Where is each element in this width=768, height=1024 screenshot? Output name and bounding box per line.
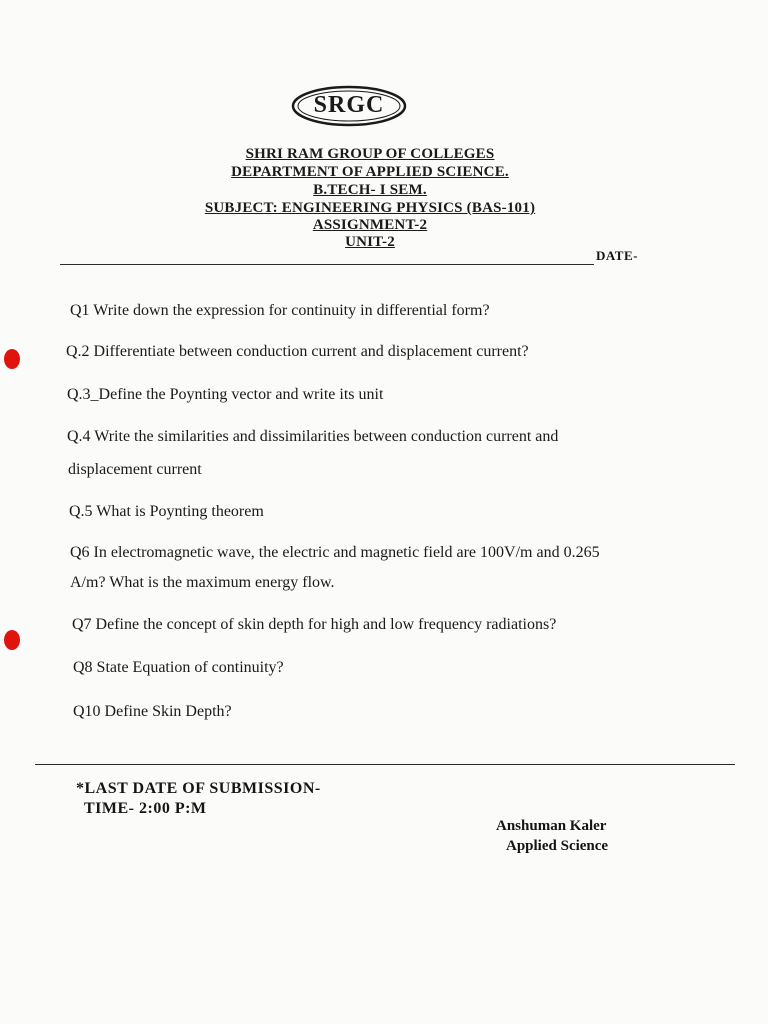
header-divider (60, 264, 594, 265)
question-6-line-1: Q6 In electromagnetic wave, the electric and magnetic field are 100V/m and 0.265 (70, 544, 600, 561)
question-5: Q.5 What is Poynting theorem (69, 503, 264, 520)
department-name: DEPARTMENT OF APPLIED SCIENCE. (231, 164, 509, 180)
question-4-line-1: Q.4 Write the similarities and dissimilarities between conduction current and (67, 428, 559, 445)
last-date-of-submission: *LAST DATE OF SUBMISSION- (76, 780, 321, 797)
question-7: Q7 Define the concept of skin depth for high and low frequency radiations? (72, 616, 557, 633)
date-label: DATE- (596, 248, 638, 263)
question-8: Q8 State Equation of continuity? (73, 659, 284, 676)
question-6-line-2: A/m? What is the maximum energy flow. (70, 574, 335, 591)
unit-title: UNIT-2 (345, 234, 395, 250)
red-marker-dot (4, 349, 20, 369)
submission-time: TIME- 2:00 P:M (84, 800, 207, 817)
assignment-title: ASSIGNMENT-2 (312, 217, 428, 233)
question-4-line-2: displacement current (68, 461, 202, 478)
course-name: B.TECH- I SEM. (313, 182, 427, 198)
college-name: SHRI RAM GROUP OF COLLEGES (245, 146, 495, 162)
subject-name: SUBJECT: ENGINEERING PHYSICS (BAS-101) (204, 200, 536, 216)
footer-divider (35, 764, 735, 765)
question-10: Q10 Define Skin Depth? (73, 703, 232, 720)
logo-text: SRGC (313, 92, 385, 118)
question-2: Q.2 Differentiate between conduction current and displacement current? (66, 343, 529, 360)
question-3: Q.3_Define the Poynting vector and write its unit (67, 386, 384, 403)
question-1: Q1 Write down the expression for continuity in differential form? (70, 302, 490, 319)
red-marker-dot (4, 630, 20, 650)
teacher-department: Applied Science (506, 838, 609, 854)
college-logo (290, 84, 408, 128)
teacher-name: Anshuman Kaler (496, 818, 607, 834)
